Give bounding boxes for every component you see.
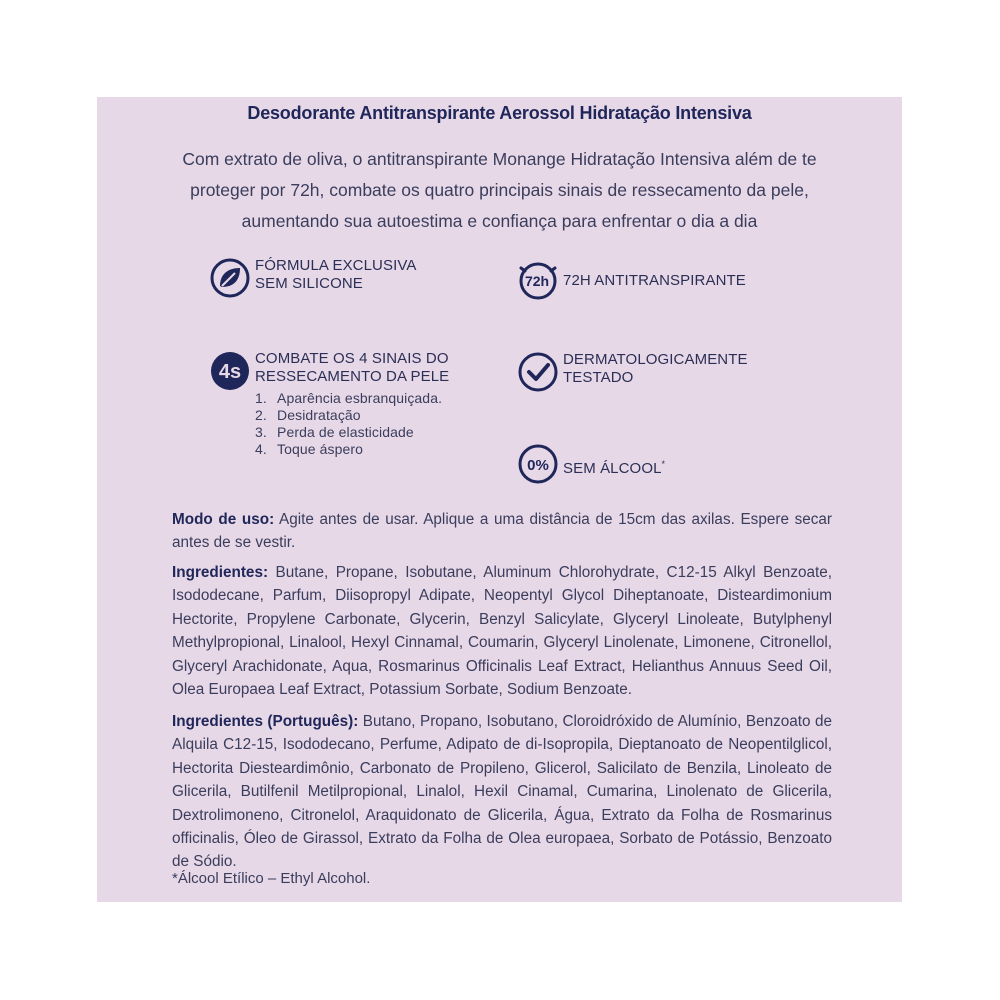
feature-alcohol: [517, 443, 665, 485]
feature-derm-line1: DERMATOLOGICAMENTE: [563, 351, 748, 368]
list-item: 2. Desidratação: [255, 407, 361, 423]
signs-list: [255, 390, 449, 458]
feature-signs-line2: RESSECAMENTO DA PELE: [255, 368, 450, 385]
ingredients-pt-label: Ingredientes (Português):: [172, 713, 359, 730]
asterisk-mark: *: [661, 459, 666, 469]
ingredients-pt-text: Butano, Propano, Isobutano, Cloroidróxido de Alumínio, Benzoato de Alquila C12-15, Isododecano, Perfume, Adipato de di-Isopropila, Dieptanoato de Neopentilglicol, Hectorita Diesteardimônio, Carbonato de Propileno, Glicerol, Salicilato de Benzila, Linoleato de Glicerila, Butilfenil Metilpropional, Linalol, Hexil Cinamal, Cumarina, Linolenato de Glicerila, Dextrolimoneno, Citronelol, Araquidonato de Glicerila, Água, Extrato da Folha de Rosmarinus officinalis, Óleo de Girassol, Extrato da Folha de Olea europaea, Sorbato de Potássio, Benzoato de Sódio.: [172, 713, 832, 871]
list-item: 3. Perda de elasticidade: [255, 424, 414, 440]
list-item: 1. Aparência esbranquiçada.: [255, 390, 443, 406]
feature-formula-line1: FÓRMULA EXCLUSIVA: [255, 257, 417, 274]
info-panel: [97, 97, 902, 902]
72h-badge-icon: [517, 260, 559, 302]
product-title: Desodorante Antitranspirante Aerossol Hidratação Intensiva: [247, 103, 752, 123]
4s-badge-icon: [209, 350, 251, 392]
list-item: 4. Toque áspero: [255, 441, 364, 457]
ingredients-pt-paragraph: [172, 710, 832, 874]
ingredients-paragraph: [172, 561, 832, 701]
feature-4-signs: [209, 350, 449, 458]
usage-label: Modo de uso:: [172, 511, 275, 528]
feature-alcohol-label: SEM ÁLCOOL: [563, 460, 662, 477]
svg-text:72h: 72h: [524, 273, 550, 289]
feature-derm-line2: TESTADO: [563, 369, 634, 386]
ingredients-label: Ingredientes:: [172, 564, 269, 581]
ingredients-text: Butane, Propane, Isobutane, Aluminum Chlorohydrate, C12-15 Alkyl Benzoate, Isododecane, Parfum, Diisopropyl Adipate, Neopentyl Glycol Diheptanoate, Disteardimonium Hectorite, Propylene Carbonate, Glycerin, Benzyl Salicylate, Glyceryl Linoleate, Butylphenyl Methylpropional, Linalool, Hexyl Cinnamal, Coumarin, Glyceryl Linolenate, Limonene, Citronellol, Glyceryl Arachidonate, Aqua, Rosmarinus Officinalis Leaf Extract, Helianthus Annuus Seed Oil, Olea Europaea Leaf Extract, Potassium Sorbate, Sodium Benzoate.: [172, 564, 832, 699]
intro-text: Com extrato de oliva, o antitranspirante Monange Hidratação Intensiva além de te proteger por 72h, combate os quatro principais sinais de ressecamento da pele, aumentando sua autoestima e confiança para enfrentar o dia a dia: [182, 149, 817, 231]
svg-text:4s: 4s: [218, 361, 242, 383]
feature-72h: [517, 260, 746, 302]
feature-formula: [209, 257, 416, 299]
usage-paragraph: [172, 508, 832, 555]
check-circle-icon: [517, 351, 559, 393]
feature-formula-line2: SEM SILICONE: [255, 275, 363, 292]
feature-72h-label: 72H ANTITRANSPIRANTE: [563, 272, 746, 289]
feature-signs-line1: COMBATE OS 4 SINAIS DO: [255, 350, 449, 367]
svg-text:0%: 0%: [527, 457, 549, 474]
usage-text: Agite antes de usar. Aplique a uma distância de 15cm das axilas. Espere secar antes de se vestir.: [172, 511, 833, 552]
footnote: *Álcool Etílico – Ethyl Alcohol.: [172, 870, 371, 887]
zero-percent-icon: [517, 443, 559, 485]
leaf-icon: [209, 257, 251, 299]
feature-derm: [517, 351, 748, 393]
